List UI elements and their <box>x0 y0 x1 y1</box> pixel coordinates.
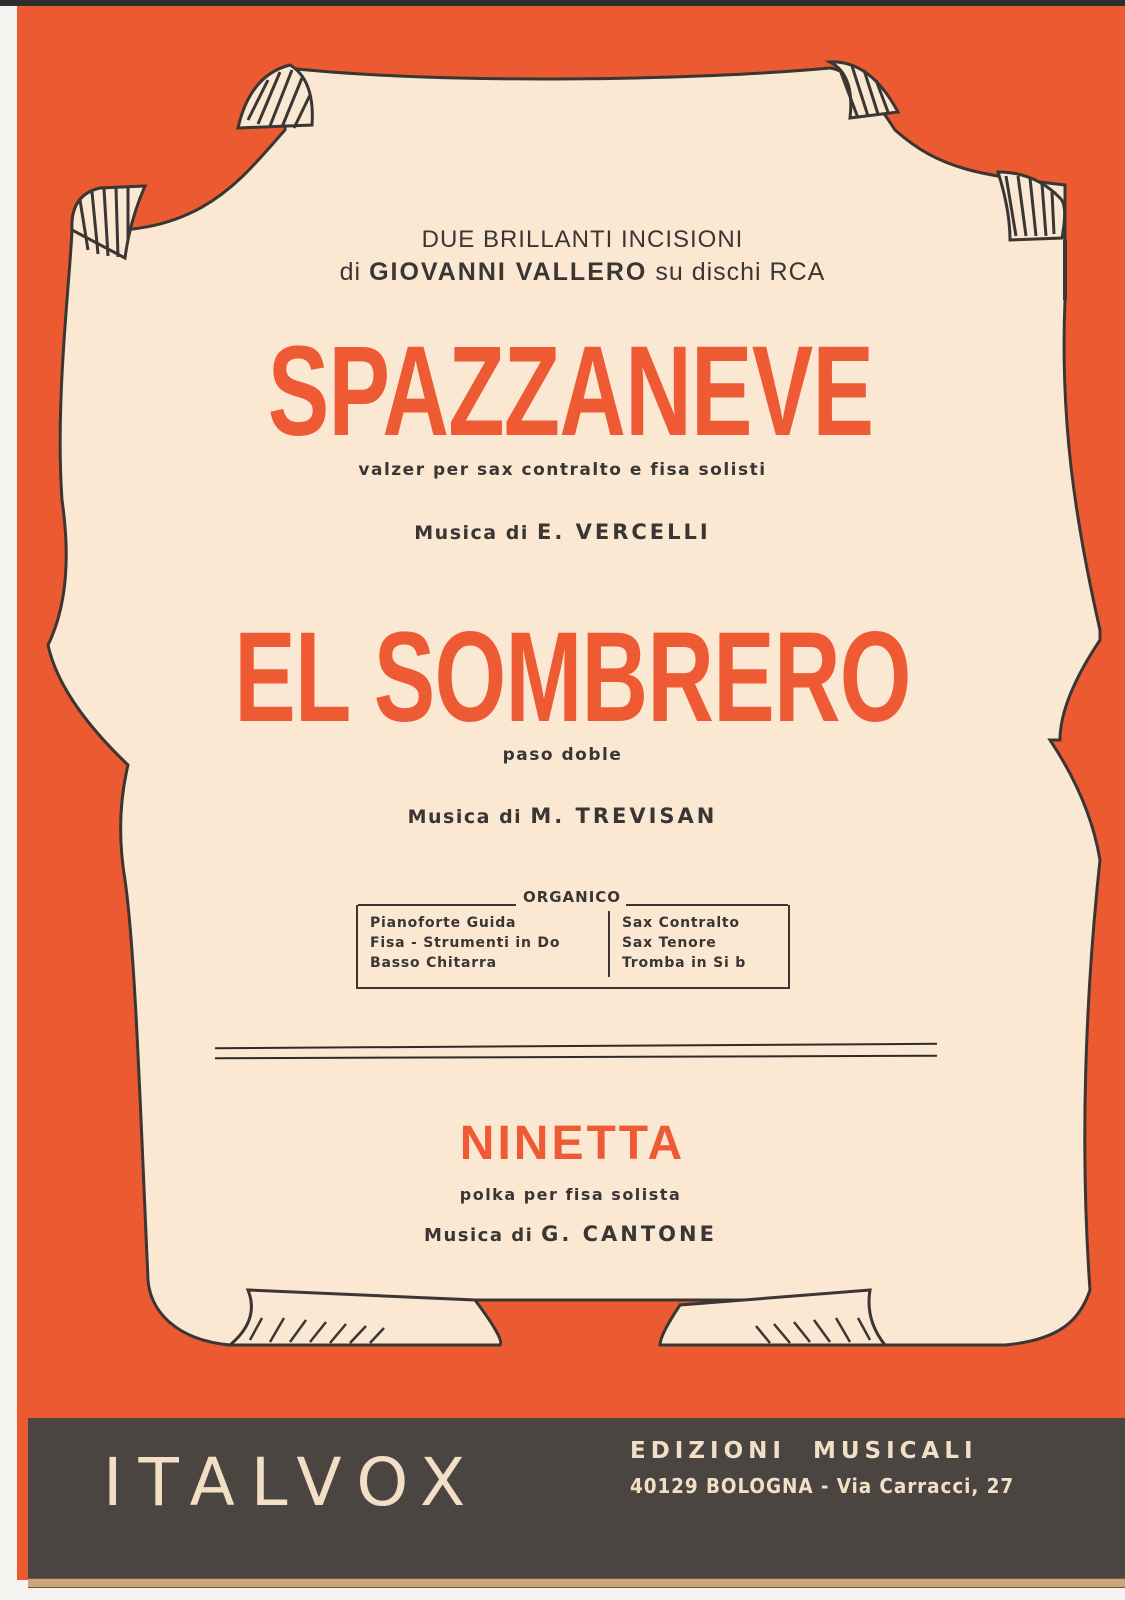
composer-name: G. CANTONE <box>541 1222 717 1246</box>
organico-box <box>356 905 790 989</box>
composer-name: E. VERCELLI <box>536 520 711 544</box>
artist-name: GIOVANNI VALLERO <box>369 258 648 286</box>
artist-suffix: su dischi RCA <box>655 258 826 286</box>
publisher-tagline: EDIZIONI MUSICALI <box>630 1438 978 1464</box>
instrument: Fisa - Strumenti in Do <box>370 935 561 951</box>
composer-name: M. TREVISAN <box>530 804 718 828</box>
piece-subtitle: paso doble <box>502 745 623 765</box>
piece-title-el-sombrero: EL SOMBRERO <box>234 606 911 749</box>
organico-title: ORGANICO <box>522 888 622 906</box>
instrument: Sax Contralto <box>622 915 740 931</box>
instrument: Pianoforte Guida <box>370 915 517 931</box>
organico-left-column <box>370 913 560 973</box>
composer-line <box>8 1222 1125 1246</box>
composer-prefix: Musica di <box>414 522 529 544</box>
instrument: Tromba in Si b <box>622 955 747 971</box>
composer-line <box>0 804 1125 828</box>
organico-right-column <box>622 913 746 973</box>
composer-line <box>0 520 1125 544</box>
composer-prefix: Musica di <box>407 806 523 828</box>
composer-prefix: Musica di <box>424 1225 534 1246</box>
organico-divider <box>608 911 610 977</box>
publisher-address: 40129 BOLOGNA - Via Carracci, 27 <box>630 1474 1015 1498</box>
piece-subtitle: polka per fisa solista <box>459 1185 682 1204</box>
piece-title-spazzaneve: SPAZZANEVE <box>267 320 874 463</box>
instrument: Sax Tenore <box>622 935 717 951</box>
artist-prefix: di <box>339 258 362 286</box>
piece-title-ninetta: NINETTA <box>459 1117 686 1170</box>
piece-subtitle: valzer per sax contralto e fisa solisti <box>358 460 767 480</box>
publisher-footer <box>28 1418 1125 1578</box>
artist-line <box>20 258 1125 287</box>
intro-line: DUE BRILLANTI INCISIONI <box>421 226 744 253</box>
instrument: Basso Chitarra <box>370 955 497 971</box>
publisher-logo: ITALVOX <box>103 1444 482 1521</box>
